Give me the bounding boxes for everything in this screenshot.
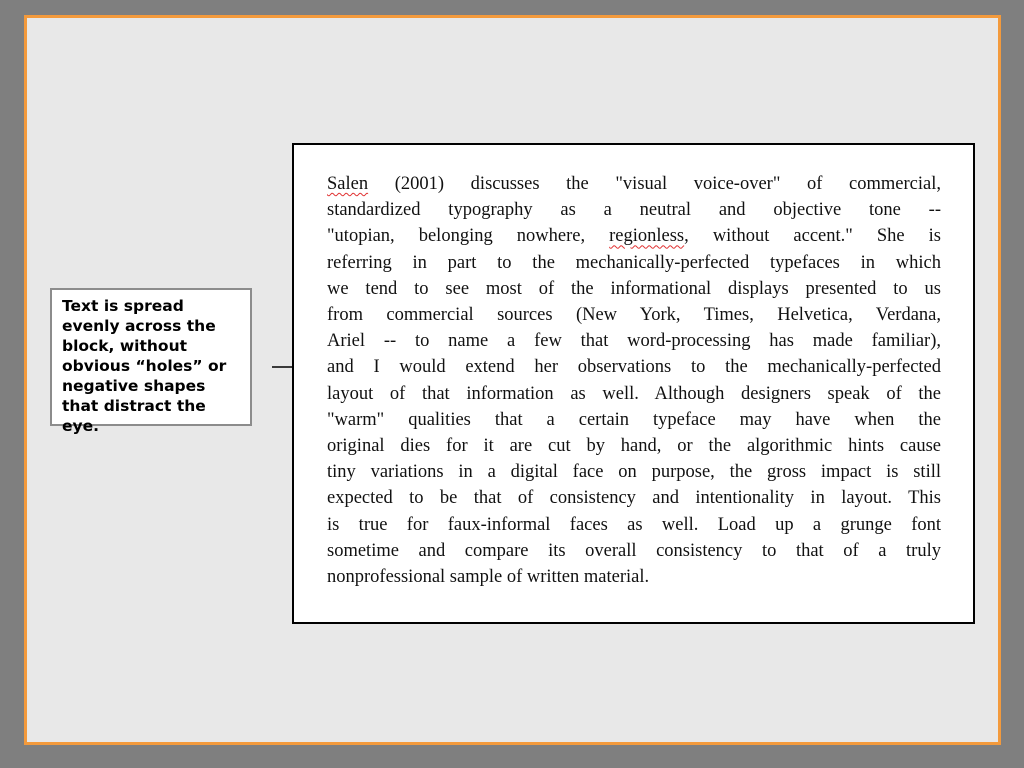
text-fragment: "utopian, belonging nowhere, <box>327 226 610 247</box>
callout-text: Text is spread evenly across the block, without obvious “holes” or negative shapes that distract the eye. <box>62 297 227 435</box>
text-line: from commercial sources (New York, Times, Helvetica, Verdana, <box>327 305 941 326</box>
text-line: layout of that information as well. Although designers speak of the <box>327 383 941 404</box>
sample-paragraph <box>327 171 941 590</box>
text-fragment: (2001) discusses the "visual voice-over" of commercial, <box>368 174 941 194</box>
text-line: sometime and compare its overall consistency to that of a truly <box>327 540 941 561</box>
text-sample-frame <box>292 143 975 624</box>
text-line: is true for faux-informal faces as well. Load up a grunge font <box>327 514 941 535</box>
text-line: nonprofessional sample of written material. <box>327 567 650 588</box>
text-line <box>327 223 941 249</box>
callout-box <box>50 288 252 435</box>
text-line: original dies for it are cut by hand, or the algorithmic hints cause <box>327 436 941 457</box>
text-fragment: , without accent." She is <box>684 226 941 247</box>
text-line: Ariel -- to name a few that word-processing has made familiar), <box>327 331 941 352</box>
text-line: referring in part to the mechanically-perfected typefaces in which <box>327 252 941 273</box>
misspelled-word: Salen <box>327 174 369 194</box>
text-line: we tend to see most of the informational displays presented to us <box>327 278 941 299</box>
misspelled-word: regionless <box>609 226 685 247</box>
text-line: tiny variations in a digital face on purpose, the gross impact is still <box>327 462 941 483</box>
text-line: and I would extend her observations to the mechanically-perfected <box>327 357 941 378</box>
text-line: expected to be that of consistency and intentionality in layout. This <box>327 488 941 509</box>
text-line: standardized typography as a neutral and objective tone -- <box>327 200 941 221</box>
text-line: "warm" qualities that a certain typeface may have when the <box>327 409 941 430</box>
text-line <box>327 171 941 197</box>
